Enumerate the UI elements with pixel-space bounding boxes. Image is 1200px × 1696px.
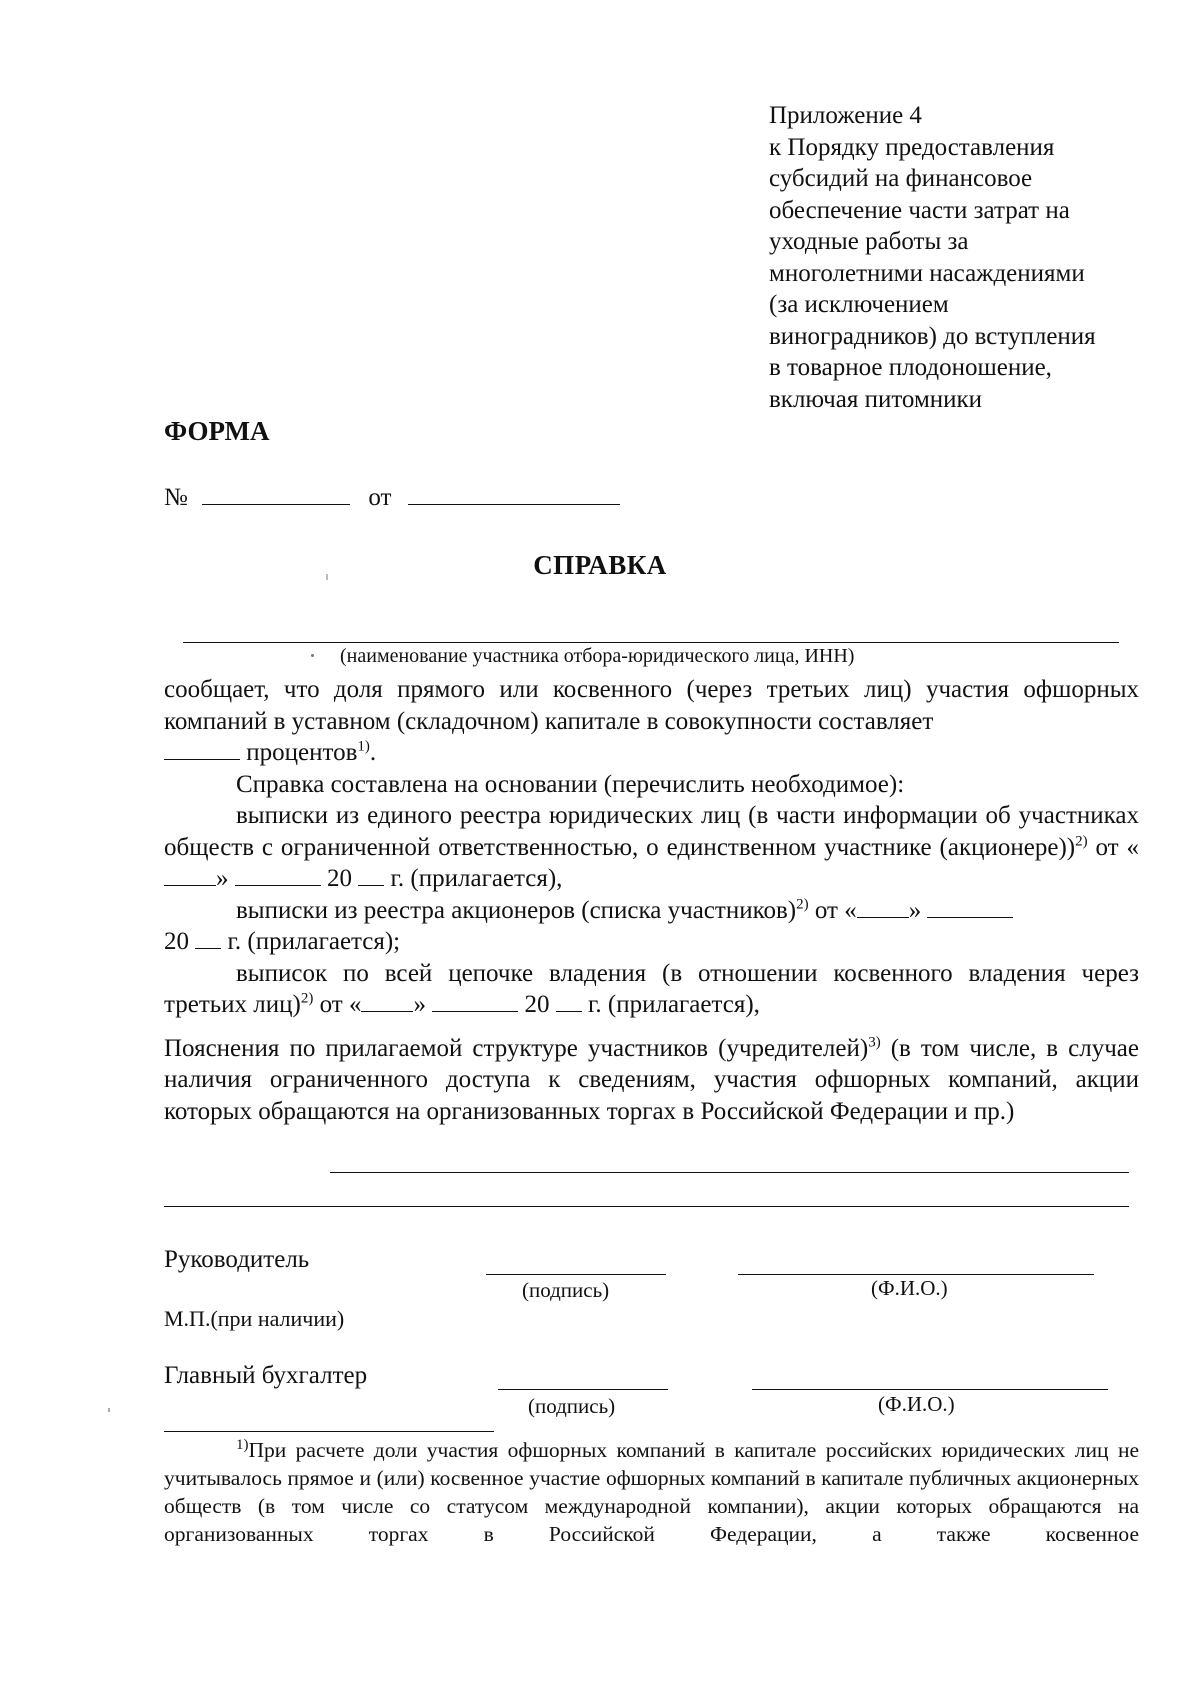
- month-blank[interactable]: [432, 1010, 518, 1012]
- accountant-signature-line[interactable]: [498, 1389, 668, 1390]
- head-label: Руководитель: [164, 1246, 310, 1273]
- accountant-name-line[interactable]: [752, 1389, 1108, 1390]
- scan-speck: [326, 574, 328, 580]
- footnote: [164, 1436, 1139, 1548]
- share-paragraph: сообщает, что доля прямого или косвенного (через третьих лиц) участия офшорных компаний в уставном (складочном) капитале в совокупности составляет процентов$^{1)}$.: [164, 676, 1139, 766]
- year-blank[interactable]: [358, 884, 384, 886]
- footnote-mark: 1): [236, 1436, 249, 1453]
- appendix-line: субсидий на финансовое: [769, 165, 1033, 192]
- scan-speck: [108, 1408, 110, 1412]
- appendix-line: Приложение 4: [769, 102, 922, 129]
- appendix-line: многолетними насаждениями: [769, 259, 1085, 287]
- appendix-line: в товарное плодоношение,: [769, 354, 1052, 381]
- date-from-label: от: [368, 484, 392, 511]
- day-blank[interactable]: [857, 916, 909, 918]
- basis-paragraph: Справка составлена на основании (перечислить необходимое):: [236, 770, 905, 798]
- head-name-line[interactable]: [738, 1274, 1094, 1275]
- appendix-line: к Порядку предоставления: [769, 133, 1055, 161]
- explanation-line[interactable]: [330, 1172, 1129, 1173]
- extract-legal-entities: выписки из единого реестра юридических лиц (в части информации об участниках обществ с ограниченной ответственностью, о единственном участнике (акционере))$^{2)}$ от «» 20 г. (прилагается),: [164, 802, 1139, 892]
- date-blank[interactable]: [408, 503, 620, 505]
- appendix-line: уходные работы за: [769, 228, 969, 255]
- footnote-separator: [164, 1431, 494, 1432]
- number-sign: №: [164, 484, 188, 511]
- explanation-line[interactable]: [164, 1206, 1129, 1207]
- head-signature-line[interactable]: [486, 1274, 666, 1275]
- appendix-header: [769, 100, 1169, 415]
- head-name-caption: (Ф.И.О.): [871, 1276, 948, 1300]
- percent-blank[interactable]: [164, 758, 240, 760]
- organization-name-caption: (наименование участника отбора-юридического лица, ИНН): [340, 645, 855, 667]
- seal-label: М.П.(при наличии): [164, 1306, 345, 1331]
- document-title: СПРАВКА: [533, 550, 667, 580]
- year-blank[interactable]: [195, 947, 221, 949]
- extract-shareholders: выписки из реестра акционеров (списка участников)$^{2)}$ от « » 20 г. (прилагается);: [164, 895, 1139, 958]
- number-date-line: [164, 484, 620, 512]
- scan-speck: [311, 654, 314, 657]
- month-blank[interactable]: [235, 884, 321, 886]
- number-blank[interactable]: [202, 503, 350, 505]
- year-blank[interactable]: [556, 1010, 582, 1012]
- footnote-text: При расчете доли участия офшорных компаний в капитале российских юридических лиц не учитывалось прямое и (или) косвенное участие офшорных компаний в капитале публичных акционерных обществ (в том числе со статусом международной компании), акции которых обращаются на организованных торгах в Российской Федерации, а также косвенное: [164, 1438, 1139, 1546]
- head-signature-caption: (подпись): [522, 1278, 610, 1302]
- appendix-line: виноградников) до вступления: [769, 322, 1096, 350]
- appendix-line: включая питомники: [769, 385, 983, 413]
- accountant-signature-caption: (подпись): [528, 1394, 616, 1418]
- month-blank[interactable]: [927, 916, 1013, 918]
- accountant-label: Главный бухгалтер: [164, 1362, 368, 1389]
- accountant-name-caption: (Ф.И.О.): [878, 1392, 955, 1416]
- extract-ownership-chain: выписок по всей цепочке владения (в отношении косвенного владения через третьих лиц)$^{2)}$ от « » 20 г. (прилагается),: [164, 959, 1139, 1018]
- document-body: [164, 674, 1139, 1127]
- explanations-paragraph: Пояснения по прилагаемой структуре участников (учредителей)$^{3)}$ (в том числе, в случае наличия ограниченного доступа к сведениям, участия офшорных компаний, акции которых обращаются на организованных торгах в Российской Федерации и пр.): [164, 1034, 1139, 1125]
- appendix-line: обеспечение части затрат на: [769, 196, 1070, 224]
- day-blank[interactable]: [361, 1010, 413, 1012]
- day-blank[interactable]: [164, 884, 216, 886]
- form-label: ФОРМА: [164, 416, 270, 446]
- appendix-line: (за исключением: [769, 291, 949, 318]
- organization-name-line[interactable]: [183, 642, 1119, 643]
